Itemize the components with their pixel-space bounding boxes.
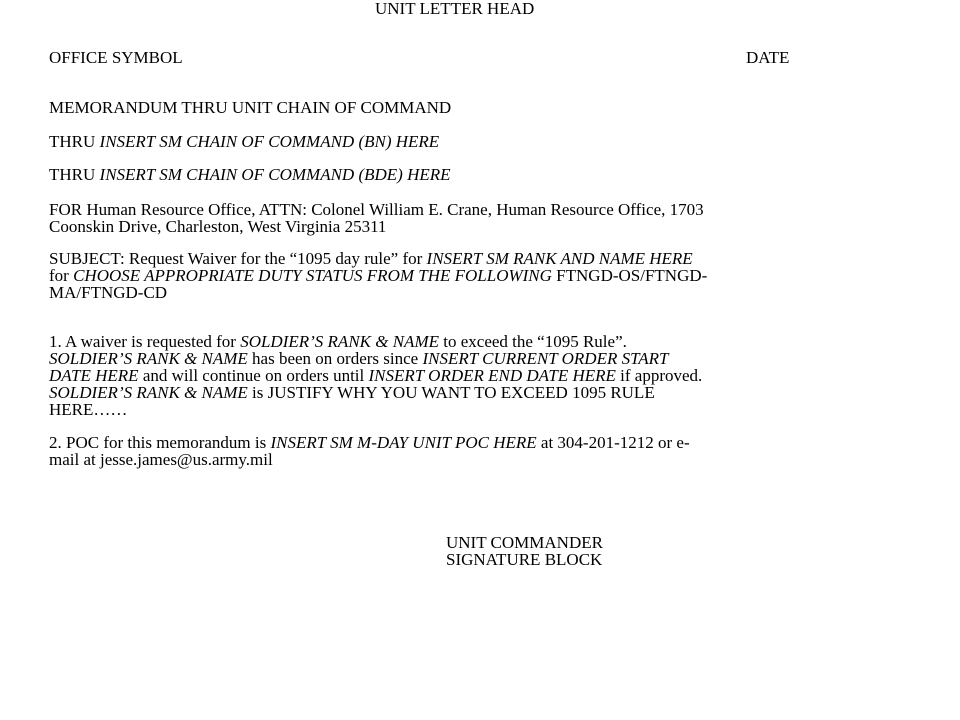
date-label: DATE <box>746 48 790 67</box>
subject-text: SUBJECT: Request Waiver for the “1095 day rule” for <box>49 249 427 268</box>
para2-line-2: mail at jesse.james@us.army.mil <box>49 450 273 469</box>
subject-rank-name-placeholder: INSERT SM RANK AND NAME HERE <box>426 249 693 268</box>
memorandum-line: MEMORANDUM THRU UNIT CHAIN OF COMMAND <box>49 98 452 117</box>
para1-rank-name-placeholder-2: SOLDIER’S RANK & NAME <box>49 349 248 368</box>
for-line-1: FOR Human Resource Office, ATTN: Colonel William E. Crane, Human Resource Office, 1703 <box>49 200 704 219</box>
thru-bde-prefix: THRU <box>49 165 100 184</box>
para1-end-date-placeholder: INSERT ORDER END DATE HERE <box>368 366 616 385</box>
thru-bn-prefix: THRU <box>49 132 100 151</box>
para2-text: 2. POC for this memorandum is <box>49 433 271 452</box>
para1-rank-name-placeholder: SOLDIER’S RANK & NAME <box>240 332 439 351</box>
para1-start-date-placeholder-end: DATE HERE <box>49 366 139 385</box>
subject-for: for <box>49 266 74 285</box>
office-symbol: OFFICE SYMBOL <box>49 48 183 67</box>
para1-if-approved: if approved. <box>615 366 703 385</box>
signature-line-2: SIGNATURE BLOCK <box>446 550 603 569</box>
subject-duty-status-placeholder: CHOOSE APPROPRIATE DUTY STATUS FROM THE FOLLOWING <box>73 266 552 285</box>
para2-phone: at 304-201-1212 or e- <box>536 433 690 452</box>
para2-poc-placeholder: INSERT SM M-DAY UNIT POC HERE <box>270 433 537 452</box>
subject-line-1 <box>49 250 693 267</box>
para1-line-1 <box>49 333 627 350</box>
thru-bde-line <box>49 166 451 183</box>
para1-text-end: to exceed the “1095 Rule”. <box>439 332 627 351</box>
para1-justify: is JUSTIFY WHY YOU WANT TO EXCEED 1095 RULE <box>247 383 655 402</box>
subject-duty-options: FTNGD-OS/FTNGD- <box>551 266 708 285</box>
thru-bde-placeholder: INSERT SM CHAIN OF COMMAND (BDE) HERE <box>99 165 451 184</box>
para2-line-1 <box>49 434 690 451</box>
para1-line-5: HERE…… <box>49 400 128 419</box>
thru-bn-placeholder: INSERT SM CHAIN OF COMMAND (BN) HERE <box>99 132 440 151</box>
para1-line-4 <box>49 384 655 401</box>
para1-rank-name-placeholder-3: SOLDIER’S RANK & NAME <box>49 383 248 402</box>
subject-line-2 <box>49 267 707 284</box>
subject-line-3: MA/FTNGD-CD <box>49 283 168 302</box>
thru-bn-line <box>49 133 439 150</box>
para1-continue-until: and will continue on orders until <box>138 366 369 385</box>
para1-orders-since: has been on orders since <box>247 349 423 368</box>
letterhead: UNIT LETTER HEAD <box>375 0 535 18</box>
para1-line-2 <box>49 350 669 367</box>
para1-line-3 <box>49 367 702 384</box>
para1-text: 1. A waiver is requested for <box>49 332 241 351</box>
for-line-2: Coonskin Drive, Charleston, West Virginia 25311 <box>49 217 387 236</box>
signature-line-1: UNIT COMMANDER <box>446 533 603 552</box>
para1-start-date-placeholder: INSERT CURRENT ORDER START <box>422 349 669 368</box>
